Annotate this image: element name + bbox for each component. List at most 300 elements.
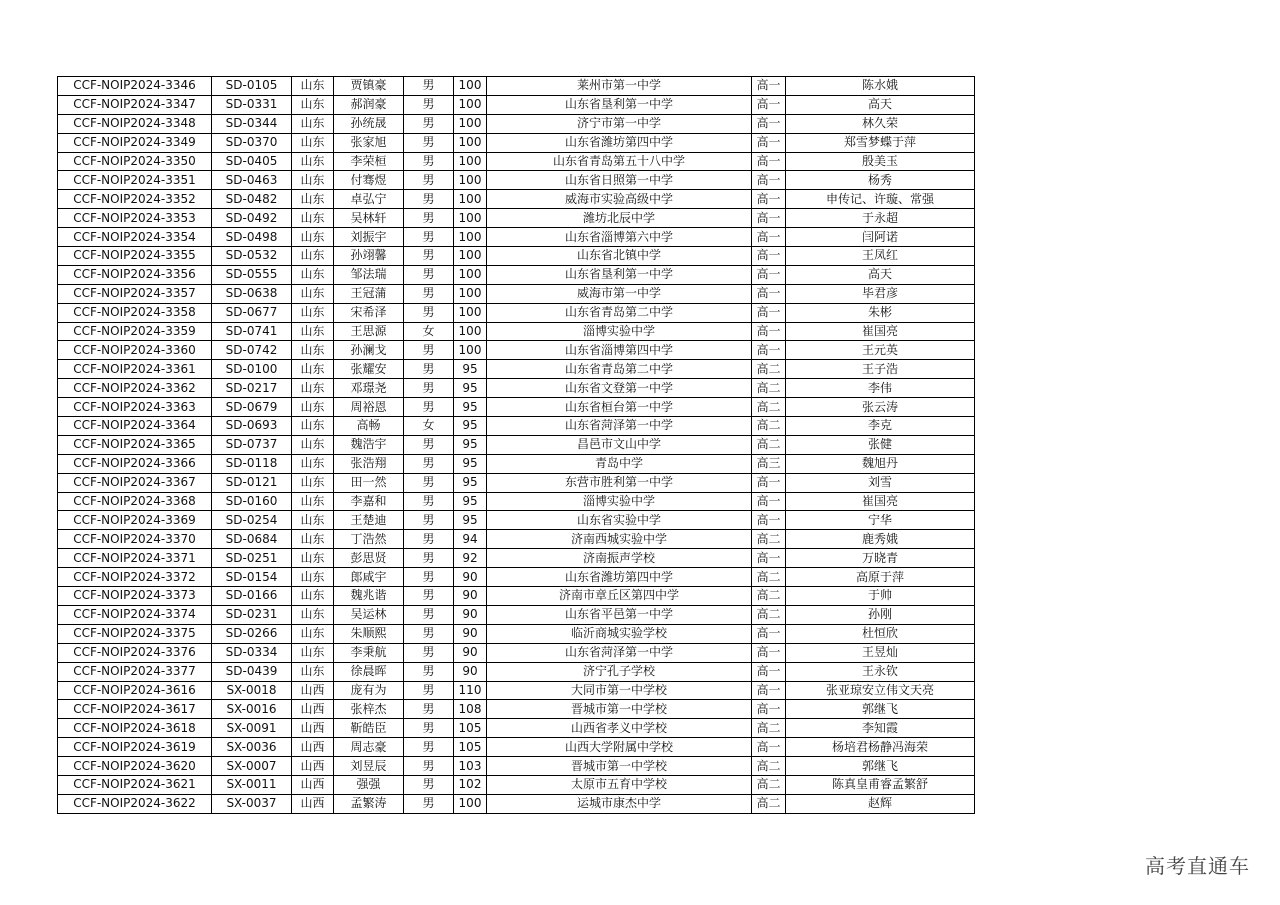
table-row — [58, 605, 975, 624]
cell-province: 山西 — [292, 719, 334, 738]
cell-score: 100 — [454, 794, 487, 813]
cell-candidate-id: SD-0741 — [212, 322, 292, 341]
cell-student-name: 王楚迪 — [334, 511, 404, 530]
cell-school: 青岛中学 — [487, 454, 752, 473]
cell-gender: 男 — [404, 398, 454, 417]
cell-coach: 张亚琼安立伟文天亮 — [786, 681, 975, 700]
cell-province: 山东 — [292, 284, 334, 303]
cell-gender: 男 — [404, 624, 454, 643]
cell-gender: 男 — [404, 133, 454, 152]
cell-score: 100 — [454, 322, 487, 341]
table-row — [58, 662, 975, 681]
cell-school: 济宁孔子学校 — [487, 662, 752, 681]
cell-student-name: 李荣桓 — [334, 152, 404, 171]
cell-candidate-id: SX-0018 — [212, 681, 292, 700]
cell-contest-id: CCF-NOIP2024-3361 — [58, 360, 212, 379]
cell-student-name: 孙统晟 — [334, 114, 404, 133]
cell-school: 山东省青岛第二中学 — [487, 360, 752, 379]
cell-school: 山东省实验中学 — [487, 511, 752, 530]
cell-grade: 高一 — [752, 492, 786, 511]
cell-student-name: 孟繁涛 — [334, 794, 404, 813]
cell-student-name: 周裕恩 — [334, 398, 404, 417]
cell-score: 102 — [454, 775, 487, 794]
cell-gender: 男 — [404, 587, 454, 606]
table-row — [58, 775, 975, 794]
cell-grade: 高一 — [752, 114, 786, 133]
cell-candidate-id: SD-0118 — [212, 454, 292, 473]
cell-grade: 高三 — [752, 454, 786, 473]
cell-coach: 杨秀 — [786, 171, 975, 190]
cell-school: 山东省青岛第二中学 — [487, 303, 752, 322]
cell-coach: 万晓青 — [786, 549, 975, 568]
cell-score: 90 — [454, 662, 487, 681]
cell-student-name: 付骞煜 — [334, 171, 404, 190]
cell-school: 山东省菏泽第一中学 — [487, 643, 752, 662]
cell-score: 105 — [454, 738, 487, 757]
cell-score: 100 — [454, 303, 487, 322]
cell-candidate-id: SD-0439 — [212, 662, 292, 681]
cell-candidate-id: SD-0266 — [212, 624, 292, 643]
cell-student-name: 郝润豪 — [334, 95, 404, 114]
cell-candidate-id: SD-0693 — [212, 417, 292, 436]
cell-contest-id: CCF-NOIP2024-3356 — [58, 265, 212, 284]
cell-contest-id: CCF-NOIP2024-3353 — [58, 209, 212, 228]
cell-gender: 男 — [404, 209, 454, 228]
cell-grade: 高二 — [752, 587, 786, 606]
cell-score: 90 — [454, 587, 487, 606]
cell-school: 济南市章丘区第四中学 — [487, 587, 752, 606]
cell-contest-id: CCF-NOIP2024-3350 — [58, 152, 212, 171]
cell-school: 山西省孝义中学校 — [487, 719, 752, 738]
cell-grade: 高二 — [752, 719, 786, 738]
table-row — [58, 454, 975, 473]
cell-province: 山东 — [292, 454, 334, 473]
cell-school: 山东省文登第一中学 — [487, 379, 752, 398]
cell-score: 90 — [454, 643, 487, 662]
cell-province: 山东 — [292, 95, 334, 114]
cell-contest-id: CCF-NOIP2024-3374 — [58, 605, 212, 624]
cell-contest-id: CCF-NOIP2024-3373 — [58, 587, 212, 606]
cell-grade: 高一 — [752, 77, 786, 96]
cell-school: 运城市康杰中学 — [487, 794, 752, 813]
cell-grade: 高二 — [752, 417, 786, 436]
cell-province: 山东 — [292, 605, 334, 624]
cell-student-name: 王冠蒲 — [334, 284, 404, 303]
cell-coach: 高天 — [786, 95, 975, 114]
cell-score: 90 — [454, 568, 487, 587]
table-row — [58, 95, 975, 114]
cell-gender: 男 — [404, 454, 454, 473]
cell-coach: 陈真皇甫睿孟繁舒 — [786, 775, 975, 794]
cell-school: 晋城市第一中学校 — [487, 757, 752, 776]
cell-candidate-id: SD-0251 — [212, 549, 292, 568]
cell-gender: 男 — [404, 190, 454, 209]
cell-coach: 鹿秀娥 — [786, 530, 975, 549]
cell-score: 95 — [454, 492, 487, 511]
table-row — [58, 209, 975, 228]
table-body — [58, 77, 975, 814]
cell-score: 103 — [454, 757, 487, 776]
cell-candidate-id: SD-0684 — [212, 530, 292, 549]
cell-province: 山西 — [292, 700, 334, 719]
cell-grade: 高二 — [752, 360, 786, 379]
table-row — [58, 624, 975, 643]
cell-gender: 男 — [404, 530, 454, 549]
cell-gender: 男 — [404, 341, 454, 360]
cell-gender: 男 — [404, 794, 454, 813]
cell-coach: 杜恒欣 — [786, 624, 975, 643]
cell-province: 山东 — [292, 435, 334, 454]
cell-contest-id: CCF-NOIP2024-3352 — [58, 190, 212, 209]
table-row — [58, 435, 975, 454]
cell-student-name: 张耀安 — [334, 360, 404, 379]
cell-school: 山东省日照第一中学 — [487, 171, 752, 190]
table-row — [58, 379, 975, 398]
cell-province: 山西 — [292, 738, 334, 757]
cell-grade: 高一 — [752, 738, 786, 757]
cell-grade: 高一 — [752, 190, 786, 209]
cell-contest-id: CCF-NOIP2024-3377 — [58, 662, 212, 681]
cell-grade: 高一 — [752, 643, 786, 662]
cell-school: 大同市第一中学校 — [487, 681, 752, 700]
table-row — [58, 190, 975, 209]
cell-candidate-id: SD-0331 — [212, 95, 292, 114]
cell-province: 山东 — [292, 152, 334, 171]
cell-school: 昌邑市文山中学 — [487, 435, 752, 454]
cell-school: 潍坊北辰中学 — [487, 209, 752, 228]
cell-contest-id: CCF-NOIP2024-3375 — [58, 624, 212, 643]
cell-student-name: 魏浩宇 — [334, 435, 404, 454]
cell-province: 山东 — [292, 624, 334, 643]
cell-province: 山东 — [292, 662, 334, 681]
cell-contest-id: CCF-NOIP2024-3365 — [58, 435, 212, 454]
cell-contest-id: CCF-NOIP2024-3346 — [58, 77, 212, 96]
cell-score: 100 — [454, 77, 487, 96]
cell-grade: 高一 — [752, 265, 786, 284]
cell-student-name: 周志豪 — [334, 738, 404, 757]
cell-coach: 朱彬 — [786, 303, 975, 322]
cell-candidate-id: SD-0405 — [212, 152, 292, 171]
cell-candidate-id: SD-0737 — [212, 435, 292, 454]
cell-coach: 宁华 — [786, 511, 975, 530]
cell-coach: 赵辉 — [786, 794, 975, 813]
cell-score: 94 — [454, 530, 487, 549]
cell-candidate-id: SD-0344 — [212, 114, 292, 133]
cell-score: 92 — [454, 549, 487, 568]
cell-school: 东营市胜利第一中学 — [487, 473, 752, 492]
cell-gender: 男 — [404, 568, 454, 587]
cell-gender: 男 — [404, 757, 454, 776]
table-row — [58, 549, 975, 568]
cell-grade: 高一 — [752, 303, 786, 322]
cell-school: 山东省潍坊第四中学 — [487, 133, 752, 152]
cell-province: 山东 — [292, 341, 334, 360]
cell-coach: 李知霞 — [786, 719, 975, 738]
table-row — [58, 757, 975, 776]
cell-coach: 王永钦 — [786, 662, 975, 681]
cell-student-name: 田一然 — [334, 473, 404, 492]
cell-candidate-id: SD-0100 — [212, 360, 292, 379]
cell-grade: 高一 — [752, 152, 786, 171]
cell-gender: 男 — [404, 379, 454, 398]
cell-score: 95 — [454, 379, 487, 398]
cell-contest-id: CCF-NOIP2024-3619 — [58, 738, 212, 757]
cell-score: 90 — [454, 624, 487, 643]
cell-contest-id: CCF-NOIP2024-3358 — [58, 303, 212, 322]
cell-gender: 男 — [404, 77, 454, 96]
cell-coach: 闫阿诺 — [786, 228, 975, 247]
cell-province: 山东 — [292, 398, 334, 417]
table-row — [58, 360, 975, 379]
cell-student-name: 彭思贤 — [334, 549, 404, 568]
cell-candidate-id: SD-0121 — [212, 473, 292, 492]
cell-province: 山东 — [292, 360, 334, 379]
cell-grade: 高一 — [752, 700, 786, 719]
cell-score: 95 — [454, 454, 487, 473]
cell-candidate-id: SX-0037 — [212, 794, 292, 813]
cell-candidate-id: SD-0166 — [212, 587, 292, 606]
cell-contest-id: CCF-NOIP2024-3363 — [58, 398, 212, 417]
cell-coach: 王子浩 — [786, 360, 975, 379]
cell-gender: 男 — [404, 152, 454, 171]
cell-score: 110 — [454, 681, 487, 700]
cell-student-name: 卓弘宁 — [334, 190, 404, 209]
cell-contest-id: CCF-NOIP2024-3616 — [58, 681, 212, 700]
cell-school: 晋城市第一中学校 — [487, 700, 752, 719]
cell-grade: 高二 — [752, 794, 786, 813]
cell-contest-id: CCF-NOIP2024-3617 — [58, 700, 212, 719]
table-row — [58, 398, 975, 417]
cell-contest-id: CCF-NOIP2024-3371 — [58, 549, 212, 568]
cell-contest-id: CCF-NOIP2024-3347 — [58, 95, 212, 114]
cell-school: 济宁市第一中学 — [487, 114, 752, 133]
cell-contest-id: CCF-NOIP2024-3620 — [58, 757, 212, 776]
table-row — [58, 265, 975, 284]
cell-gender: 男 — [404, 511, 454, 530]
cell-province: 山东 — [292, 228, 334, 247]
cell-score: 95 — [454, 417, 487, 436]
cell-student-name: 李秉航 — [334, 643, 404, 662]
table-row — [58, 341, 975, 360]
cell-score: 100 — [454, 228, 487, 247]
cell-gender: 男 — [404, 303, 454, 322]
cell-gender: 男 — [404, 492, 454, 511]
cell-candidate-id: SD-0370 — [212, 133, 292, 152]
cell-school: 济南西城实验中学 — [487, 530, 752, 549]
cell-school: 淄博实验中学 — [487, 322, 752, 341]
cell-province: 山东 — [292, 379, 334, 398]
cell-contest-id: CCF-NOIP2024-3622 — [58, 794, 212, 813]
cell-contest-id: CCF-NOIP2024-3367 — [58, 473, 212, 492]
cell-contest-id: CCF-NOIP2024-3348 — [58, 114, 212, 133]
cell-contest-id: CCF-NOIP2024-3368 — [58, 492, 212, 511]
cell-candidate-id: SD-0217 — [212, 379, 292, 398]
cell-candidate-id: SD-0254 — [212, 511, 292, 530]
cell-score: 95 — [454, 473, 487, 492]
cell-candidate-id: SD-0231 — [212, 605, 292, 624]
cell-province: 山东 — [292, 114, 334, 133]
table-row — [58, 152, 975, 171]
cell-school: 莱州市第一中学 — [487, 77, 752, 96]
cell-gender: 女 — [404, 417, 454, 436]
cell-candidate-id: SX-0091 — [212, 719, 292, 738]
cell-score: 100 — [454, 265, 487, 284]
cell-school: 淄博实验中学 — [487, 492, 752, 511]
cell-candidate-id: SD-0638 — [212, 284, 292, 303]
cell-grade: 高二 — [752, 605, 786, 624]
cell-coach: 于帅 — [786, 587, 975, 606]
cell-contest-id: CCF-NOIP2024-3621 — [58, 775, 212, 794]
cell-contest-id: CCF-NOIP2024-3372 — [58, 568, 212, 587]
cell-candidate-id: SD-0742 — [212, 341, 292, 360]
cell-score: 100 — [454, 284, 487, 303]
cell-province: 山东 — [292, 511, 334, 530]
cell-gender: 男 — [404, 95, 454, 114]
cell-contest-id: CCF-NOIP2024-3355 — [58, 247, 212, 266]
cell-province: 山东 — [292, 171, 334, 190]
cell-student-name: 丁浩然 — [334, 530, 404, 549]
cell-gender: 男 — [404, 681, 454, 700]
cell-grade: 高一 — [752, 681, 786, 700]
cell-gender: 男 — [404, 284, 454, 303]
cell-grade: 高一 — [752, 284, 786, 303]
cell-school: 山东省垦利第一中学 — [487, 265, 752, 284]
table-row — [58, 473, 975, 492]
cell-coach: 崔国亮 — [786, 322, 975, 341]
cell-grade: 高一 — [752, 95, 786, 114]
cell-gender: 男 — [404, 738, 454, 757]
cell-coach: 高天 — [786, 265, 975, 284]
cell-province: 山东 — [292, 417, 334, 436]
cell-score: 100 — [454, 114, 487, 133]
cell-candidate-id: SD-0160 — [212, 492, 292, 511]
cell-gender: 男 — [404, 360, 454, 379]
cell-student-name: 刘振宇 — [334, 228, 404, 247]
cell-province: 山东 — [292, 77, 334, 96]
cell-province: 山东 — [292, 492, 334, 511]
cell-contest-id: CCF-NOIP2024-3357 — [58, 284, 212, 303]
cell-score: 100 — [454, 190, 487, 209]
cell-province: 山东 — [292, 209, 334, 228]
cell-gender: 男 — [404, 114, 454, 133]
cell-province: 山西 — [292, 681, 334, 700]
cell-student-name: 王思源 — [334, 322, 404, 341]
cell-province: 山东 — [292, 190, 334, 209]
cell-coach: 王凤红 — [786, 247, 975, 266]
cell-grade: 高一 — [752, 247, 786, 266]
cell-coach: 崔国亮 — [786, 492, 975, 511]
cell-score: 95 — [454, 511, 487, 530]
cell-gender: 男 — [404, 247, 454, 266]
cell-score: 95 — [454, 435, 487, 454]
table-row — [58, 171, 975, 190]
cell-gender: 男 — [404, 435, 454, 454]
cell-grade: 高二 — [752, 379, 786, 398]
cell-score: 100 — [454, 171, 487, 190]
table-row — [58, 417, 975, 436]
cell-school: 山东省垦利第一中学 — [487, 95, 752, 114]
cell-candidate-id: SD-0105 — [212, 77, 292, 96]
cell-coach: 刘雪 — [786, 473, 975, 492]
cell-coach: 林久荣 — [786, 114, 975, 133]
cell-province: 山东 — [292, 643, 334, 662]
cell-province: 山西 — [292, 775, 334, 794]
table-row — [58, 228, 975, 247]
cell-coach: 郭继飞 — [786, 700, 975, 719]
cell-coach: 杨培君杨静冯海荣 — [786, 738, 975, 757]
cell-student-name: 庞有为 — [334, 681, 404, 700]
cell-coach: 李伟 — [786, 379, 975, 398]
cell-student-name: 吴运林 — [334, 605, 404, 624]
cell-gender: 男 — [404, 228, 454, 247]
cell-student-name: 李嘉和 — [334, 492, 404, 511]
cell-grade: 高一 — [752, 473, 786, 492]
table-row — [58, 700, 975, 719]
table-row — [58, 247, 975, 266]
cell-gender: 男 — [404, 549, 454, 568]
cell-province: 山西 — [292, 757, 334, 776]
cell-grade: 高二 — [752, 530, 786, 549]
cell-province: 山东 — [292, 322, 334, 341]
cell-school: 山东省淄博第四中学 — [487, 341, 752, 360]
cell-candidate-id: SD-0555 — [212, 265, 292, 284]
table-row — [58, 511, 975, 530]
cell-score: 100 — [454, 133, 487, 152]
cell-student-name: 张家旭 — [334, 133, 404, 152]
cell-coach: 王元英 — [786, 341, 975, 360]
cell-grade: 高一 — [752, 171, 786, 190]
cell-coach: 张云涛 — [786, 398, 975, 417]
cell-grade: 高二 — [752, 757, 786, 776]
cell-province: 山东 — [292, 473, 334, 492]
cell-contest-id: CCF-NOIP2024-3362 — [58, 379, 212, 398]
table-row — [58, 738, 975, 757]
cell-coach: 孙刚 — [786, 605, 975, 624]
cell-student-name: 吴林轩 — [334, 209, 404, 228]
cell-school: 太原市五育中学校 — [487, 775, 752, 794]
cell-grade: 高二 — [752, 568, 786, 587]
cell-contest-id: CCF-NOIP2024-3359 — [58, 322, 212, 341]
table-row — [58, 133, 975, 152]
cell-candidate-id: SD-0679 — [212, 398, 292, 417]
cell-student-name: 孙翊馨 — [334, 247, 404, 266]
cell-candidate-id: SX-0016 — [212, 700, 292, 719]
cell-candidate-id: SD-0532 — [212, 247, 292, 266]
cell-score: 100 — [454, 152, 487, 171]
table-row — [58, 568, 975, 587]
cell-school: 济南振声学校 — [487, 549, 752, 568]
cell-coach: 殷美玉 — [786, 152, 975, 171]
cell-coach: 毕君彦 — [786, 284, 975, 303]
table-row — [58, 794, 975, 813]
cell-gender: 男 — [404, 775, 454, 794]
cell-contest-id: CCF-NOIP2024-3349 — [58, 133, 212, 152]
cell-school: 山东省菏泽第一中学 — [487, 417, 752, 436]
cell-grade: 高一 — [752, 624, 786, 643]
cell-contest-id: CCF-NOIP2024-3354 — [58, 228, 212, 247]
cell-gender: 男 — [404, 171, 454, 190]
cell-school: 山西大学附属中学校 — [487, 738, 752, 757]
cell-coach: 于永超 — [786, 209, 975, 228]
cell-grade: 高一 — [752, 341, 786, 360]
cell-school: 山东省桓台第一中学 — [487, 398, 752, 417]
cell-score: 108 — [454, 700, 487, 719]
cell-student-name: 孙澜戈 — [334, 341, 404, 360]
cell-score: 105 — [454, 719, 487, 738]
cell-contest-id: CCF-NOIP2024-3351 — [58, 171, 212, 190]
cell-student-name: 贾镇豪 — [334, 77, 404, 96]
cell-gender: 男 — [404, 662, 454, 681]
